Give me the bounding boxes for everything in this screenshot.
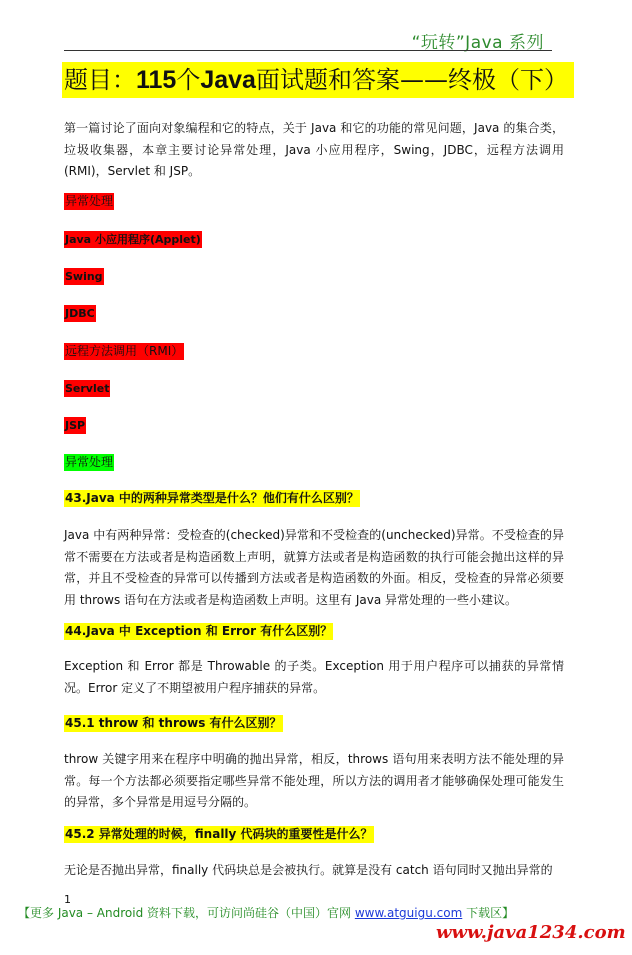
toc-item-applet[interactable]: Java 小应用程序(Applet) bbox=[65, 233, 201, 246]
intro-paragraph: 第一篇讨论了面向对象编程和它的特点，关于 Java 和它的功能的常见问题，Java 的集合类，垃圾收集器，本章主要讨论异常处理，Java 小应用程序，Swing，JDBC，远程方法调用(RMI)，Servlet 和 JSP。 bbox=[64, 121, 564, 178]
title-number: 115 bbox=[136, 66, 177, 94]
section-heading: 异常处理 bbox=[65, 455, 114, 469]
toc-item-rmi[interactable]: 远程方法调用（RMI） bbox=[65, 344, 184, 358]
answer-paragraph: 无论是否抛出异常，finally 代码块总是会被执行。就算是没有 catch 语句同时又抛出异常的 bbox=[64, 863, 553, 877]
footer-suffix: 下载区】 bbox=[462, 906, 515, 920]
question-heading: 45.2 异常处理的时候，finally 代码块的重要性是什么？ bbox=[65, 827, 373, 841]
toc-item-servlet[interactable]: Servlet bbox=[65, 382, 110, 395]
page-number: 1 bbox=[64, 893, 71, 906]
title-prefix: 题目： bbox=[64, 66, 136, 94]
question-heading: 44.Java 中 Exception 和 Error 有什么区别？ bbox=[65, 624, 333, 638]
answer-paragraph: Exception 和 Error 都是 Throwable 的子类。Exception 用于用户程序可以捕获的异常情况。Error 定义了不期望被用户程序捕获的异常。 bbox=[64, 659, 564, 695]
title-java: Java bbox=[200, 66, 256, 94]
footer-prefix: 【更多 Java – Android 资料下载，可访问尚硅谷（中国）官网 bbox=[18, 906, 355, 920]
series-title: “玩转”Java 系列 bbox=[411, 33, 544, 53]
toc-item-jdbc[interactable]: JDBC bbox=[65, 307, 95, 320]
question-heading: 45.1 throw 和 throws 有什么区别？ bbox=[65, 716, 282, 730]
footer-link[interactable]: www.atguigu.com bbox=[354, 906, 463, 920]
title-suffix: 面试题和答案——终极（下） bbox=[255, 66, 568, 94]
footer-banner bbox=[18, 904, 514, 921]
answer-paragraph: throw 关键字用来在程序中明确的抛出异常，相反，throws 语句用来表明方法不能处理的异常。每一个方法都必须要指定哪些异常不能处理，所以方法的调用者才能够确保处理可能发生的异常，多个异常是用逗号分隔的。 bbox=[64, 752, 564, 809]
page-title bbox=[62, 62, 574, 98]
answer-paragraph: Java 中有两种异常：受检查的(checked)异常和不受检查的(unchecked)异常。不受检查的异常不需要在方法或者是构造函数上声明，就算方法或者是构造函数的执行可能会抛出这样的异常，并且不受检查的异常可以传播到方法或者是构造函数的外面。相反，受检查的异常必须要用 throws 语句在方法或者是构造函数上声明。这里有 Java 异常处理的一些小建议。 bbox=[64, 528, 564, 607]
toc-item-jsp[interactable]: JSP bbox=[65, 419, 86, 432]
watermark: www.java1234.com bbox=[436, 922, 626, 943]
header-rule bbox=[64, 50, 552, 51]
toc-item-swing[interactable]: Swing bbox=[65, 270, 103, 283]
question-heading: 43.Java 中的两种异常类型是什么？他们有什么区别？ bbox=[65, 491, 359, 505]
title-mid: 个 bbox=[176, 66, 201, 94]
toc-item-exceptions[interactable]: 异常处理 bbox=[65, 194, 114, 208]
